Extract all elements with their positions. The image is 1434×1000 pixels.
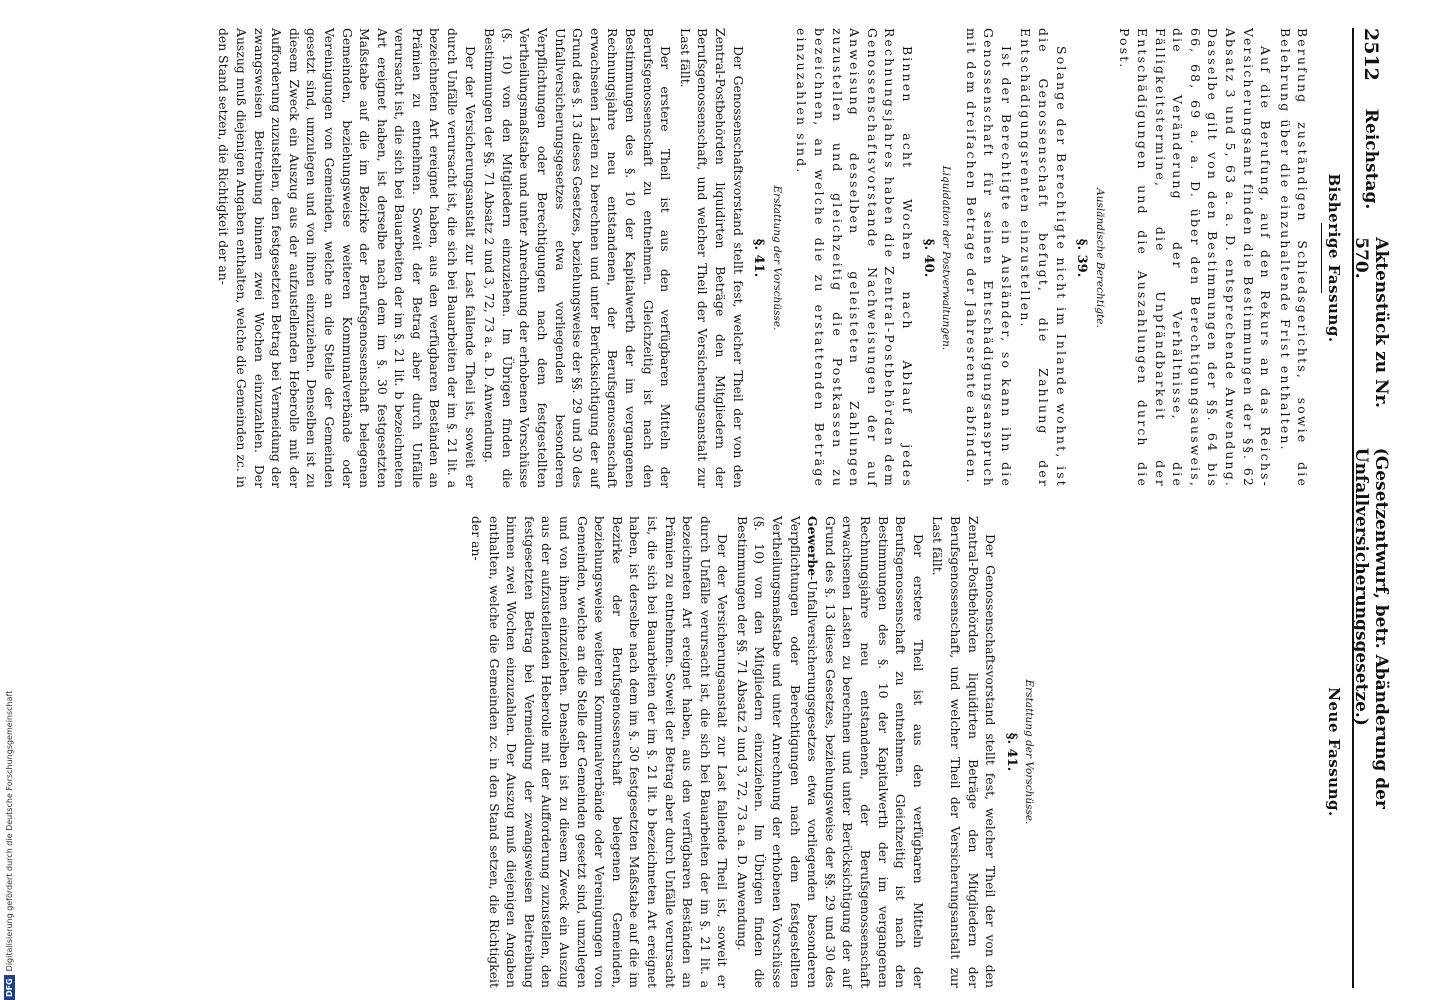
header-label: Reichstag. xyxy=(1361,108,1381,210)
section-number: §. 39. xyxy=(1074,238,1090,278)
page-header xyxy=(1351,28,1391,988)
section-number: §. 40. xyxy=(920,238,936,278)
paragraph: Berufung zuständigen Schiedsgerichts, sowie die Belehrung über die einzuhaltende Frist enthalten. xyxy=(1277,28,1311,488)
section-number: §. 41. xyxy=(1003,732,1019,772)
paragraph: Der erstere Theil ist aus den verfügbaren Mitteln der Berufsgenossenschaft zu entnehmen. Gleichzeitig ist nach den Bestimmungen des §. 10 der Kapitalwerth der im vergangenen Rechnungsjahre neu entstandenen, der Berufsgenossenschaft erwachsenen Lasten zu berechnen und unter Berücksichtigung der auf Grund des §. 13 dieses Gesetzes, beziehungsweise der §§. 29 und 30 des Unfallversicherungsgesetzes etwa vorliegenden besonderen Verpflichtungen oder Berechtigungen nach dem festgestellten Vertheilungsmaßstabe und unter Anrechnung der erhobenen Vorschüsse (§. 10) von den Mitgliedern einzuziehen. Im Übrigen finden die Bestimmungen der §§. 71 Absatz 2 und 3, 72, 73 a. a. D. Anwendung. xyxy=(482,28,674,488)
column-new-version xyxy=(465,516,1342,988)
section-subtitle: Ausländische Berechtigte. xyxy=(1093,188,1106,328)
paragraph: Ist der Berechtigte ein Ausländer, so kann ihn die Genossenschaft für seinen Entschädigungsanspruch mit dem dreifachen Betrage der Jahresrente abfinden. xyxy=(963,28,1014,488)
paragraph: Der Genossenschaftsvorstand stellt fest, welcher Theil der von den Zentral-Postbehörden liquidirten Beträge den Mitgliedern der Berufsgenossenschaft, und welcher Theil der Versicherungsanstalt zur Last fällt. xyxy=(930,516,999,988)
digitization-footer xyxy=(0,0,18,1000)
section-subtitle: Erstattung der Vorschüsse. xyxy=(770,185,783,331)
paragraph: Solange der Berechtigte nicht im Inlande wohnt, ist die Genossenschaft befugt, die Zahlung der Entschädigungsrenten einzustellen. xyxy=(1018,28,1069,488)
paragraph: Der der Versicherungsanstalt zur Last fallende Theil ist, soweit er durch Unfälle verursacht ist, die sich bei Bauarbeiten der im §. 21 lit. a bezeichneten Art ereignet haben, aus den verfügbaren Beständen an Prämien zu entnehmen. Soweit der Betrag aber durch Unfälle verursacht ist, die sich bei Bauarbeiten der im §. 21 lit. b bezeichneten Art ereignet haben, ist derselbe nach dem im §. 30 festgesetzten Maßstabe auf die im Bezirke der Berufsgenossenschaft belegenen Gemeinden, beziehungsweise weiteren Kommunalverbände oder Vereinigungen von Gemeinden, welche an die Stelle der Gemeinden gesetzt sind, umzulegen und von ihnen einzuziehen. Denselben ist zu diesem Zweck ein Auszug aus der aufzustellenden Heberolle mit der Aufforderung zuzustellen, den festgesetzten Betrag bei Vermeidung der zwangsweisen Beitreibung binnen zwei Wochen einzuzahlen. Der Auszug muß diejenigen Angaben enthalten, welche die Gemeinden zc. in den Stand setzen, die Richtigkeit der an- xyxy=(469,516,731,988)
paragraph: Der der Versicherungsanstalt zur Last fallende Theil ist, soweit er durch Unfälle verursacht ist, die sich bei Bauarbeiten der im §. 21 lit. a bezeichneten Art ereignet haben, aus den verfügbaren Beständen an Prämien zu entnehmen. Soweit der Betrag aber durch Unfälle verursacht ist, die sich bei Bauarbeiten der im §. 21 lit. b bezeichneten Art ereignet haben, ist derselbe nach dem im §. 30 festgesetzten Maßstabe auf die im Bezirke der Berufsgenossenschaft belegenen Gemeinden, beziehungsweise weiteren Kommunalverbände oder Vereinigungen von Gemeinden, welche an die Stelle der Gemeinden gesetzt sind, umzulegen und von ihnen einzuziehen. Denselben ist zu diesem Zweck ein Auszug aus der aufzustellenden Heberolle mit der Aufforderung zuzustellen, den festgesetzten Betrag bei Vermeidung der zwangsweisen Beitreibung binnen zwei Wochen einzuzahlen. Der Auszug muß diejenigen Angaben enthalten, welche die Gemeinden zc. in den Stand setzen, die Richtigkeit der an- xyxy=(216,28,478,488)
paragraph: Der Genossenschaftsvorstand stellt fest, welcher Theil der von den Zentral-Postbehörden liquidirten Beträge den Mitgliedern der Berufsgenossenschaft, und welcher Theil der Versicherungsanstalt zur Last fällt. xyxy=(677,28,746,488)
paragraph xyxy=(733,516,927,988)
dfg-logo: DFG xyxy=(4,975,15,1000)
section-subtitle: Liquidation der Postverwaltungen. xyxy=(940,165,953,351)
footer-text: Digitalisierung gefördert durch die Deutsche Forschungsgemeinschaft xyxy=(4,690,14,972)
paragraph: Auf die Berufung, auf den Rekurs an das Reichs-Versicherungsamt finden die Bestimmungen der §§. 62 Absatz 3 und 5, 63 a. a. D. entsprechende Anwendung. Dasselbe gilt von den Bestimmungen der §§. 64 bis 66, 68, 69 a. a. D. über den Berechtigungsausweis, die Veränderung der Verhältnisse, die Fälligkeitstermine, die Unpfändbarkeit der Entschädigungen und die Auszahlungen durch die Post. xyxy=(1117,28,1274,488)
blank-space xyxy=(1045,516,1311,988)
header-subtitle: (Gesetzentwurf, betr. Abänderung der Unfallversicherungsgesetze.) xyxy=(1351,447,1391,809)
section-number: §. 41. xyxy=(751,238,767,278)
column-heading-old: Bisherige Fassung. xyxy=(1325,173,1343,343)
paragraph: Binnen acht Wochen nach Ablauf jedes Rechnungsjahres haben die Zentral-Postbehörden dem Genossenschaftsvorstande Nachweisungen der auf Anweisung desselben geleisteten Zahlungen zuzustellen und gleichzeitig die Postkassen zu bezeichnen, an welche die zu erstattenden Beträge einzuzahlen sind. xyxy=(794,28,915,488)
section-subtitle: Erstattung der Vorschüsse. xyxy=(1023,679,1036,825)
paragraph-text: -Unfallversicherungsgesetzes etwa vorliegenden besonderen Verpflichtungen oder Berechtigungen nach dem festgestellten Vertheilungsmaßstabe und unter Anrechnung der erhobenen Vorschüsse (§. 10) von den Mitgliedern einzuziehen. Im Übrigen finden die Bestimmungen der §§. 71 Absatz 2 und 3, 72, 73 a. a. D. Anwendung. xyxy=(734,516,821,988)
document-page xyxy=(78,28,1391,988)
paragraph-text: Der erstere Theil ist aus den verfügbaren Mitteln der Berufsgenossenschaft zu entnehmen. Gleichzeitig ist nach den Bestimmungen des §. 10 der Kapitalwerth der im vergangenen Rechnungsjahre neu entstandenen, der Berufsgenossenschaft erwachsenen Lasten zu berechnen und unter Berücksichtigung der auf Grund des §. 13 dieses Gesetzes, beziehungsweise der §§. 29 und 30 des xyxy=(822,516,926,988)
page-number: 2512 xyxy=(1360,28,1382,81)
column-old-version xyxy=(213,28,1342,488)
header-title: Aktenstück zu Nr. 570. xyxy=(1351,237,1391,408)
emphasized-word: Gewerbe xyxy=(805,516,821,577)
heading-rule xyxy=(1321,223,1322,293)
column-heading-new: Neue Fassung. xyxy=(1325,687,1343,817)
